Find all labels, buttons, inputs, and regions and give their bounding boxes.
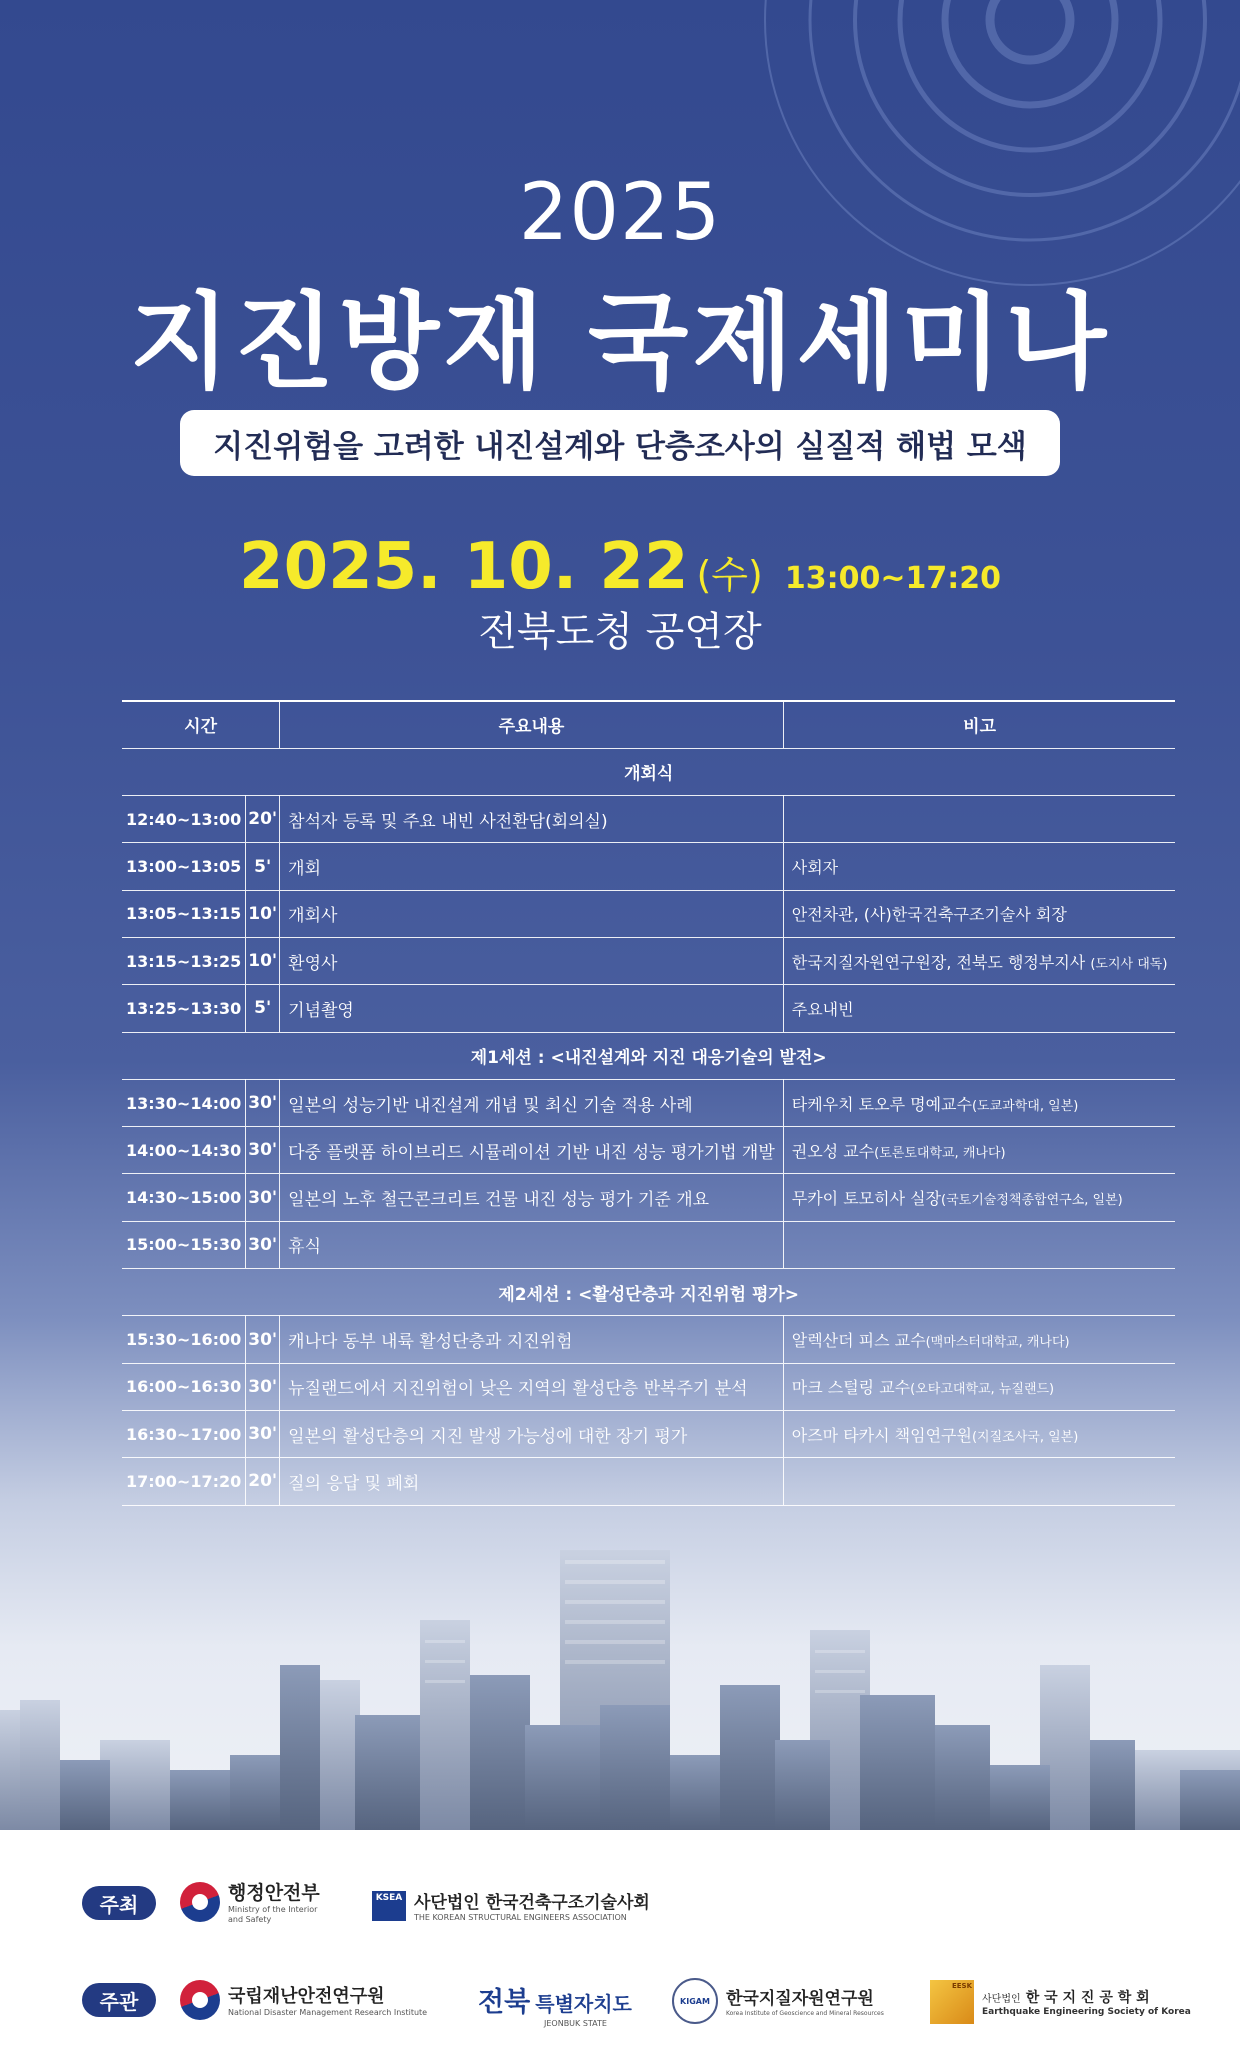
event-date-line <box>0 530 1240 604</box>
content-cell: 다중 플랫폼 하이브리드 시뮬레이션 기반 내진 성능 평가기법 개발 <box>280 1127 784 1174</box>
content-cell: 뉴질랜드에서 지진위험이 낮은 지역의 활성단층 반복주기 분석 <box>280 1363 784 1410</box>
schedule-row <box>122 937 1175 984</box>
org-name: 국립재난안전연구원 <box>228 1986 385 2007</box>
time-cell: 13:30~14:00 <box>122 1079 246 1126</box>
content-cell: 참석자 등록 및 주요 내빈 사전환담(회의실) <box>280 796 784 843</box>
content-cell: 일본의 활성단층의 지진 발생 가능성에 대한 장기 평가 <box>280 1410 784 1457</box>
note-cell <box>783 1174 1175 1221</box>
taegeuk-icon <box>180 1882 220 1922</box>
org-subtitle: Ministry of the Interior and Safety <box>228 1905 318 1924</box>
note-cell <box>783 1458 1175 1505</box>
time-cell: 14:30~15:00 <box>122 1174 246 1221</box>
opening-rows <box>122 796 1175 1032</box>
time-cell: 13:25~13:30 <box>122 985 246 1032</box>
schedule-row <box>122 796 1175 843</box>
note-cell <box>783 796 1175 843</box>
schedule-row <box>122 1316 1175 1363</box>
note-text: 아즈마 타카시 책임연구원 <box>791 1425 972 1445</box>
org-subtitle: JEONBUK STATE <box>544 2019 607 2028</box>
schedule-row <box>122 1079 1175 1126</box>
time-cell: 13:15~13:25 <box>122 937 246 984</box>
note-cell <box>783 937 1175 984</box>
event-time: 13:00~17:20 <box>784 561 1001 596</box>
note-text: 권오성 교수 <box>791 1141 875 1161</box>
note-affiliation: (맥마스터대학교, 캐나다) <box>925 1335 1070 1350</box>
org-name: 특별자치도 <box>535 1992 632 2016</box>
org-subtitle: Earthquake Engineering Society of Korea <box>982 2007 1191 2017</box>
org-name: 행정안전부 <box>228 1882 320 1904</box>
duration-cell: 30' <box>246 1221 280 1268</box>
time-cell: 14:00~14:30 <box>122 1127 246 1174</box>
taegeuk-icon <box>180 1980 220 2020</box>
header-content: 주요내용 <box>280 701 784 748</box>
duration-cell: 5' <box>246 843 280 890</box>
city-skyline-image <box>0 1500 1240 1830</box>
note-text: 마크 스털링 교수 <box>791 1378 911 1398</box>
content-cell: 일본의 노후 철근콘크리트 건물 내진 성능 평가 기준 개요 <box>280 1174 784 1221</box>
time-cell: 17:00~17:20 <box>122 1458 246 1505</box>
section-label: 제2세션 : <활성단층과 지진위험 평가> <box>122 1269 1175 1316</box>
event-day: (수) <box>696 553 763 597</box>
section-row-session2 <box>122 1269 1175 1316</box>
note-cell <box>783 1079 1175 1126</box>
schedule-row <box>122 1174 1175 1221</box>
note-text: 안전차관, (사)한국건축구조기술사 회장 <box>791 905 1067 925</box>
jeonbuk-mark: 전북 <box>478 1987 531 2018</box>
logo-ksea <box>372 1888 650 1923</box>
event-subtitle: 지진위험을 고려한 내진설계와 단층조사의 실질적 해법 모색 <box>180 410 1060 476</box>
org-name: 한 국 지 진 공 학 회 <box>1025 1990 1150 2006</box>
org-subtitle: Korea Institute of Geoscience and Mineral Resources <box>726 2009 884 2017</box>
note-cell <box>783 890 1175 937</box>
time-cell: 15:30~16:00 <box>122 1316 246 1363</box>
org-name: 한국지질자원연구원 <box>726 1988 874 2009</box>
duration-cell: 30' <box>246 1363 280 1410</box>
schedule-row <box>122 843 1175 890</box>
duration-cell: 10' <box>246 937 280 984</box>
note-cell <box>783 843 1175 890</box>
content-cell: 개회 <box>280 843 784 890</box>
schedule-row <box>122 985 1175 1032</box>
content-cell: 개회사 <box>280 890 784 937</box>
time-cell: 13:00~13:05 <box>122 843 246 890</box>
host-label: 주최 <box>82 1886 156 1920</box>
event-year: 2025 <box>518 168 722 258</box>
content-cell: 질의 응답 및 폐회 <box>280 1458 784 1505</box>
section-label: 제1세션 : <내진설계와 지진 대응기술의 발전> <box>122 1032 1175 1079</box>
event-date: 2025. 10. 22 <box>239 530 689 604</box>
sponsors-footer <box>0 1830 1240 2067</box>
organizer-label: 주관 <box>82 1983 156 2017</box>
schedule-table <box>122 700 1175 1506</box>
kigam-emblem-icon: KIGAM <box>672 1978 718 2024</box>
logo-jeonbuk <box>478 1980 632 2029</box>
note-affiliation: (국토기술정책종합연구소, 일본) <box>941 1193 1123 1209</box>
duration-cell: 20' <box>246 796 280 843</box>
note-text: 알렉산더 피스 교수 <box>791 1331 926 1350</box>
section-row-opening <box>122 748 1175 795</box>
schedule-row <box>122 1458 1175 1505</box>
schedule-row <box>122 1221 1175 1268</box>
note-text: 무카이 토모히사 실장 <box>791 1189 942 1209</box>
content-cell: 일본의 성능기반 내진설계 개념 및 최신 기술 적용 사례 <box>280 1079 784 1126</box>
schedule-row <box>122 1127 1175 1174</box>
note-text: 사회자 <box>791 858 839 878</box>
time-cell: 12:40~13:00 <box>122 796 246 843</box>
duration-cell: 30' <box>246 1079 280 1126</box>
note-affiliation: (오타고대학교, 뉴질랜드) <box>910 1382 1055 1398</box>
note-text: 타케우치 토오루 명예교수 <box>791 1094 972 1114</box>
content-cell: 환영사 <box>280 937 784 984</box>
note-cell <box>783 1316 1175 1363</box>
note-cell <box>783 1127 1175 1174</box>
logo-kigam <box>672 1978 884 2024</box>
time-cell: 16:30~17:00 <box>122 1410 246 1457</box>
logo-mois <box>180 1878 328 1925</box>
note-cell <box>783 1363 1175 1410</box>
duration-cell: 10' <box>246 890 280 937</box>
ksea-mark-icon: KSEA <box>372 1891 406 1921</box>
org-subtitle: National Disaster Management Research Institute <box>228 2008 428 2017</box>
table-header-row <box>122 701 1175 748</box>
duration-cell: 30' <box>246 1316 280 1363</box>
note-text: 한국지질자원연구원장, 전북도 행정부지사 <box>791 952 1091 972</box>
org-subtitle: THE KOREAN STRUCTURAL ENGINEERS ASSOCIATION <box>414 1913 627 1922</box>
session2-rows <box>122 1316 1175 1505</box>
event-venue: 전북도청 공연장 <box>478 609 762 655</box>
content-cell: 휴식 <box>280 1221 784 1268</box>
note-affiliation: (도지사 대독) <box>1090 956 1168 972</box>
section-row-session1 <box>122 1032 1175 1079</box>
note-text: 주요내빈 <box>791 999 854 1019</box>
schedule-row <box>122 1410 1175 1457</box>
duration-cell: 30' <box>246 1410 280 1457</box>
org-prefix: 사단법인 <box>982 1994 1021 2005</box>
section-label: 개회식 <box>122 748 1175 795</box>
event-title: 지진방재 국제세미나 <box>129 281 1111 403</box>
schedule-row <box>122 890 1175 937</box>
header-note: 비고 <box>783 701 1175 748</box>
eesk-mark-icon: EESK <box>930 1980 974 2024</box>
time-cell: 13:05~13:15 <box>122 890 246 937</box>
time-cell: 16:00~16:30 <box>122 1363 246 1410</box>
note-affiliation: (지질조사국, 일본) <box>971 1429 1079 1445</box>
org-name: 사단법인 한국건축구조기술사회 <box>414 1893 650 1913</box>
note-cell <box>783 1221 1175 1268</box>
schedule-row <box>122 1363 1175 1410</box>
content-cell: 캐나다 동부 내륙 활성단층과 지진위험 <box>280 1316 784 1363</box>
duration-cell: 30' <box>246 1174 280 1221</box>
note-affiliation: (토론토대학교, 캐나다) <box>874 1145 1006 1161</box>
time-cell: 15:00~15:30 <box>122 1221 246 1268</box>
content-cell: 기념촬영 <box>280 985 784 1032</box>
session1-rows <box>122 1079 1175 1268</box>
logo-ndmi <box>180 1980 427 2020</box>
duration-cell: 5' <box>246 985 280 1032</box>
note-cell <box>783 1410 1175 1457</box>
logo-eesk <box>930 1980 1191 2024</box>
note-cell <box>783 985 1175 1032</box>
duration-cell: 20' <box>246 1458 280 1505</box>
note-affiliation: (도쿄과학대, 일본) <box>971 1098 1079 1114</box>
duration-cell: 30' <box>246 1127 280 1174</box>
header-time: 시간 <box>122 701 280 748</box>
